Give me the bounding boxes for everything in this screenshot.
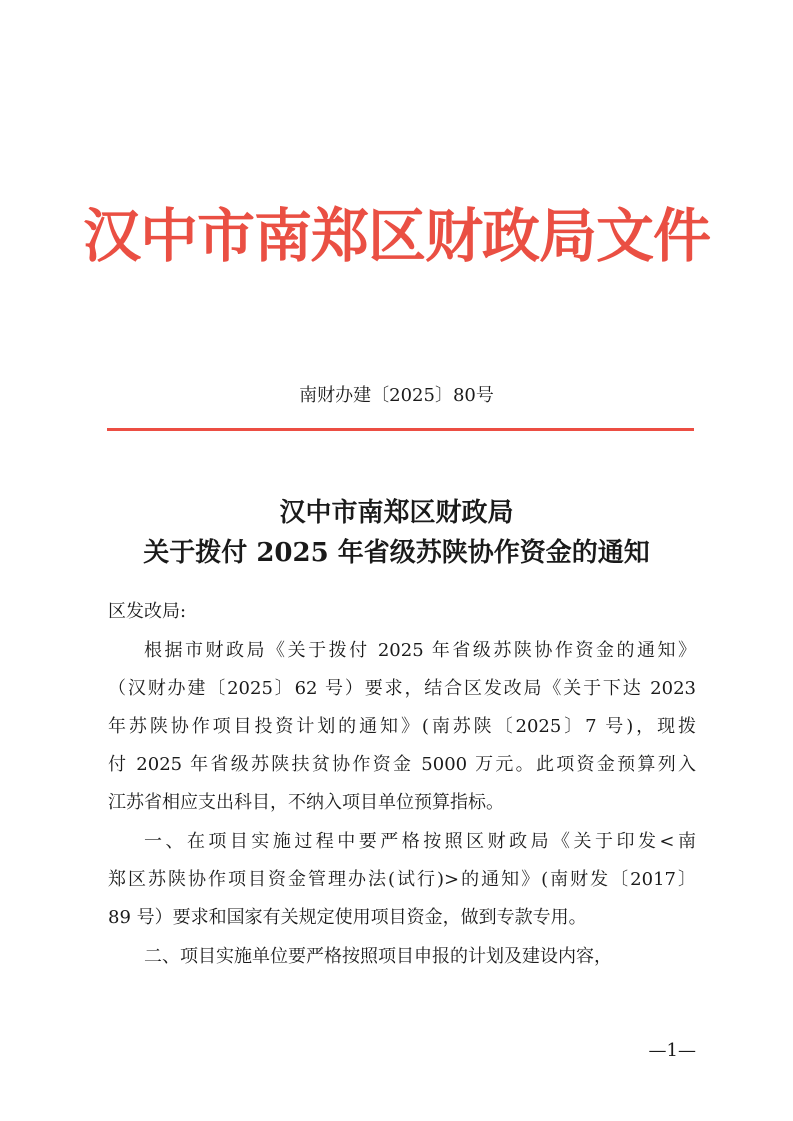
body-line: 江苏省相应支出科目，不纳入项目单位预算指标。: [108, 792, 504, 813]
body-line: （汉财办建〔2025〕62 号）要求，结合区发改局《关于下达 2023: [108, 678, 696, 699]
notice-title-line-2: 关于拨付 2025 年省级苏陕协作资金的通知: [143, 538, 650, 568]
body-line: 根据市财政局《关于拨付 2025 年省级苏陕协作资金的通知》: [144, 640, 696, 661]
body-line: 89 号）要求和国家有关规定使用项目资金，做到专款专用。: [108, 907, 587, 928]
page-number: —1—: [648, 1040, 696, 1061]
body-line: 二、项目实施单位要严格按照项目申报的计划及建设内容，: [144, 946, 612, 967]
notice-title-line-1: 汉中市南郑区财政局: [279, 498, 514, 528]
masthead-title: 汉中市南郑区财政局文件: [82, 202, 710, 270]
red-divider-line: [107, 428, 694, 431]
body-line: 年苏陕协作项目投资计划的通知》(南苏陕〔2025〕7 号)，现拨: [108, 716, 696, 737]
document-number: 南财办建〔2025〕80号: [299, 385, 494, 406]
body-line: 一、在项目实施过程中要严格按照区财政局《关于印发<南: [144, 831, 696, 852]
body-line: 郑区苏陕协作项目资金管理办法(试行)>的通知》(南财发〔2017〕: [108, 869, 696, 890]
body-line: 付 2025 年省级苏陕扶贫协作资金 5000 万元。此项资金预算列入: [108, 754, 696, 775]
addressee: 区发改局:: [108, 601, 187, 622]
